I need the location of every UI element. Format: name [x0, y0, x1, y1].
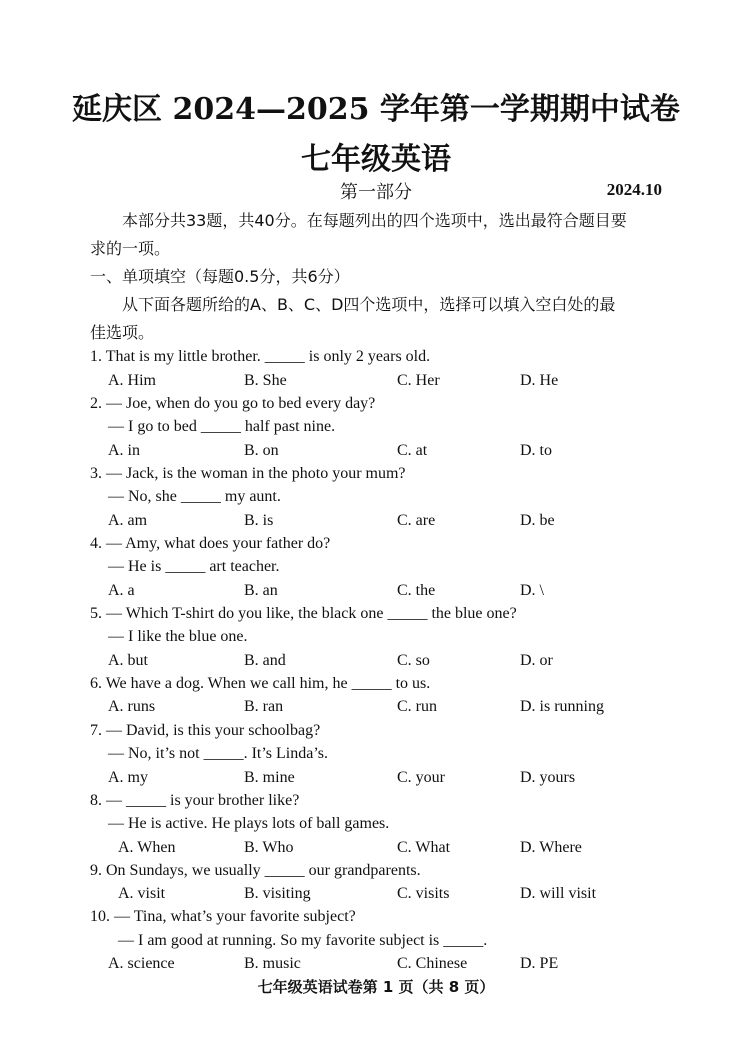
- question-2-option-d: D. to: [520, 442, 552, 459]
- question-10-option-d: D. PE: [520, 955, 559, 972]
- question-6-stem: 6. We have a dog. When we call him, he _____ to us.: [90, 675, 431, 692]
- question-3-option-b: B. is: [244, 512, 274, 529]
- question-7-option-a: A. my: [108, 769, 148, 786]
- question-4-option-d: D. \: [520, 582, 544, 599]
- question-9-option-c: C. visits: [397, 885, 450, 902]
- question-1-option-d: D. He: [520, 372, 559, 389]
- question-5-reply: — I like the blue one.: [108, 628, 248, 645]
- question-4-reply: — He is _____ art teacher.: [108, 558, 280, 575]
- part-heading: 第一部分: [340, 182, 412, 203]
- question-3-stem: 3. — Jack, is the woman in the photo your mum?: [90, 465, 406, 482]
- question-3-option-c: C. are: [397, 512, 436, 529]
- question-7-stem: 7. — David, is this your schoolbag?: [90, 722, 321, 739]
- question-9-stem: 9. On Sundays, we usually _____ our grandparents.: [90, 862, 421, 879]
- question-2-option-b: B. on: [244, 442, 279, 459]
- question-6-option-a: A. runs: [108, 698, 156, 715]
- question-4-option-c: C. the: [397, 582, 436, 599]
- question-3-reply: — No, she _____ my aunt.: [108, 488, 281, 505]
- question-4-stem: 4. — Amy, what does your father do?: [90, 535, 331, 552]
- question-8-option-c: C. What: [397, 839, 451, 856]
- question-3-option-a: A. am: [108, 512, 148, 529]
- question-8-stem: 8. — _____ is your brother like?: [90, 792, 300, 809]
- question-2-stem: 2. — Joe, when do you go to bed every day?: [90, 395, 376, 412]
- question-1-option-c: C. Her: [397, 372, 440, 389]
- question-10-stem: 10. — Tina, what’s your favorite subject?: [90, 908, 356, 925]
- exam-title: 延庆区 2024—2025 学年第一学期期中试卷: [72, 92, 680, 127]
- question-8-option-b: B. Who: [244, 839, 294, 856]
- question-7-option-c: C. your: [397, 769, 445, 786]
- question-6-option-b: B. ran: [244, 698, 284, 715]
- question-6-option-d: D. is running: [520, 698, 604, 715]
- section-instruction-2: 佳选项。: [90, 323, 155, 342]
- question-1-stem: 1. That is my little brother. _____ is only 2 years old.: [90, 348, 431, 365]
- question-1-option-b: B. She: [244, 372, 287, 389]
- question-5-stem: 5. — Which T-shirt do you like, the black one _____ the blue one?: [90, 605, 517, 622]
- question-1-option-a: A. Him: [108, 372, 156, 389]
- question-9-option-d: D. will visit: [520, 885, 597, 902]
- question-10-reply: — I am good at running. So my favorite subject is _____.: [118, 932, 488, 949]
- question-4-option-b: B. an: [244, 582, 278, 599]
- exam-subtitle: 七年级英语: [301, 142, 451, 177]
- exam-date: 2024.10: [606, 180, 662, 199]
- question-7-reply: — No, it’s not _____. It’s Linda’s.: [108, 745, 328, 762]
- question-3-option-d: D. be: [520, 512, 555, 529]
- question-4-option-a: A. a: [108, 582, 135, 599]
- section-heading: 一、单项填空（每题0.5分，共6分）: [90, 267, 350, 286]
- question-2-reply: — I go to bed _____ half past nine.: [108, 418, 336, 435]
- intro-line-1: 本部分共33题，共40分。在每题列出的四个选项中，选出最符合题目要: [122, 211, 627, 230]
- question-5-option-d: D. or: [520, 652, 553, 669]
- page-footer: 七年级英语试卷第 1 页（共 8 页）: [257, 978, 495, 996]
- question-5-option-a: A. but: [108, 652, 148, 669]
- question-10-option-a: A. science: [108, 955, 175, 972]
- intro-line-2: 求的一项。: [90, 239, 171, 258]
- question-8-option-d: D. Where: [520, 839, 582, 856]
- question-9-option-a: A. visit: [118, 885, 166, 902]
- question-9-option-b: B. visiting: [244, 885, 311, 902]
- question-7-option-b: B. mine: [244, 769, 295, 786]
- question-2-option-c: C. at: [397, 442, 428, 459]
- question-5-option-b: B. and: [244, 652, 286, 669]
- question-10-option-c: C. Chinese: [397, 955, 468, 972]
- question-2-option-a: A. in: [108, 442, 140, 459]
- question-10-option-b: B. music: [244, 955, 301, 972]
- section-instruction-1: 从下面各题所给的A、B、C、D四个选项中，选择可以填入空白处的最: [122, 295, 616, 314]
- question-6-option-c: C. run: [397, 698, 437, 715]
- question-5-option-c: C. so: [397, 652, 430, 669]
- question-8-option-a: A. When: [118, 839, 176, 856]
- question-7-option-d: D. yours: [520, 769, 576, 786]
- question-8-reply: — He is active. He plays lots of ball games.: [108, 815, 390, 832]
